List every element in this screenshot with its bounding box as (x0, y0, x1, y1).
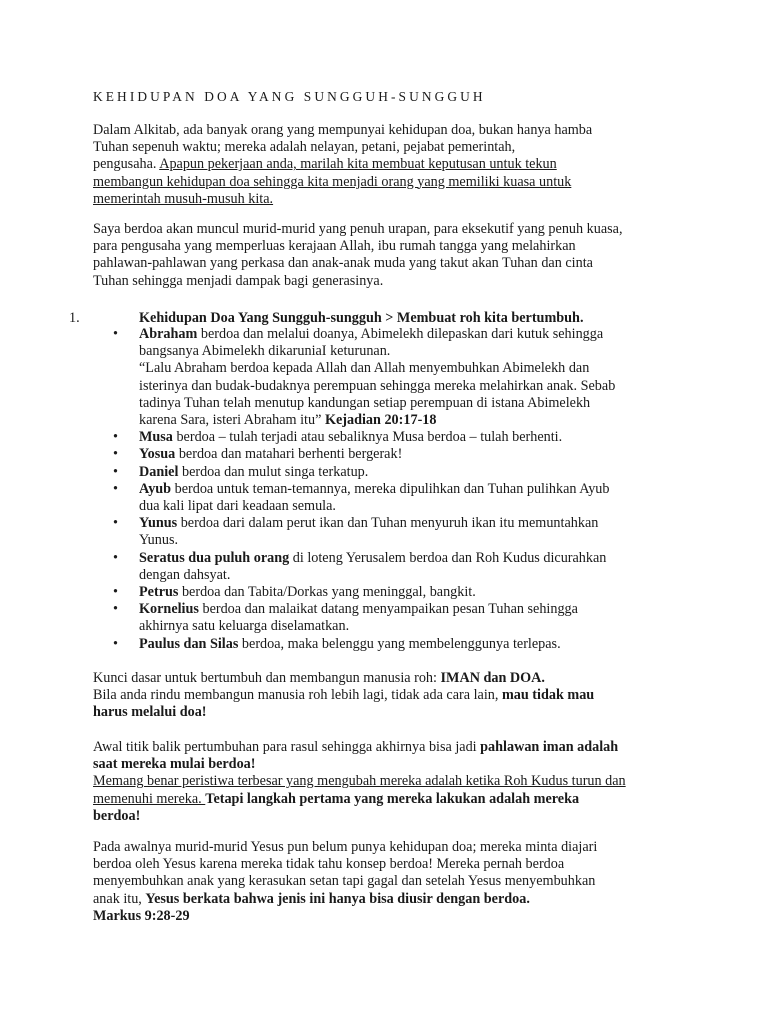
bullet-dot: • (113, 635, 118, 652)
text-span: berdoa – tulah terjadi atau sebaliknya Musa berdoa – tulah berhenti. (172, 429, 563, 446)
text-line: Pada awalnya murid-murid Yesus pun belum punya kehidupan doa; mereka minta diajari (93, 839, 598, 855)
underlined-text: membangun kehidupan doa sehingga kita menjadi orang yang memiliki kuasa untuk (93, 173, 572, 190)
text-line (93, 156, 683, 173)
section-heading: Kehidupan Doa Yang Sungguh-sungguh > Membuat roh kita bertumbuh. (139, 310, 584, 326)
bold-text: berdoa! (93, 807, 141, 824)
text-line: akhirnya satu keluarga diselamatkan. (139, 618, 350, 635)
bold-text: pahlawan iman adalah (480, 739, 619, 755)
person-name: Daniel (139, 463, 179, 480)
bullet-dot: • (113, 549, 118, 566)
underlined-text: Apapun pekerjaan anda, marilah kita membuat keputusan untuk tekun (159, 156, 557, 173)
text-span: berdoa dan melalui doanya, Abimelekh dilepaskan dari kutuk sehingga (197, 326, 604, 342)
text-span: berdoa, maka belenggu yang membelenggunya terlepas. (238, 635, 561, 652)
person-name: Seratus dua puluh orang (139, 549, 290, 566)
underlined-text: Memang benar peristiwa terbesar yang mengubah mereka adalah ketika Roh Kudus turun dan (93, 773, 626, 790)
person-name: Petrus (139, 584, 179, 601)
text-span: berdoa dari dalam perut ikan dan Tuhan menyuruh ikan itu memuntahkan (177, 515, 599, 532)
underlined-text: memenuhi mereka. (93, 790, 206, 807)
text-span: Kunci dasar untuk bertumbuh dan membangun manusia roh: (93, 670, 441, 686)
disciples-paragraph (93, 839, 683, 925)
text-span: Bila anda rindu membangun manusia roh lebih lagi, tidak ada cara lain, (93, 687, 502, 704)
intro-paragraph (93, 122, 683, 208)
text-span: pengusaha. (93, 156, 160, 173)
bullet-dot: • (113, 601, 118, 618)
person-name: Yunus (139, 515, 178, 532)
text-line: Dalam Alkitab, ada banyak orang yang mempunyai kehidupan doa, bukan hanya hamba (93, 122, 593, 138)
text-line: Yunus. (139, 532, 179, 549)
bold-text: IMAN dan DOA. (440, 670, 545, 686)
list-item (93, 636, 683, 653)
bullet-dot: • (113, 463, 118, 480)
text-line: dengan dahsyat. (139, 566, 231, 583)
text-line: Tuhan sehingga menjadi dampak bagi generasinya. (93, 272, 384, 289)
section-number: 1. (69, 310, 80, 326)
text-line: dua kali lipat dari keadaan semula. (139, 498, 336, 515)
bold-text: harus melalui doa! (93, 704, 207, 721)
text-span: berdoa dan malaikat datang menyampaikan pesan Tuhan sehingga (198, 601, 578, 618)
text-line: tadinya Tuhan telah menutup kandungan setiap perempuan di istana Abimelekh (139, 394, 591, 411)
list-item (93, 429, 683, 446)
text-span: anak itu, (93, 890, 146, 907)
text-line: isterinya dan budak-budaknya perempuan sehingga mereka melahirkan anak. Sebab (139, 377, 616, 394)
text-span: berdoa dan Tabita/Dorkas yang meninggal, bangkit. (178, 584, 476, 601)
text-line: para pengusaha yang memperluas kerajaan Allah, ibu rumah tangga yang melahirkan (93, 238, 576, 255)
text-line: menyembuhkan anak yang kerasukan setan tapi gagal dan setelah Yesus menyembuhkan (93, 873, 596, 890)
person-name: Yosua (139, 446, 176, 463)
text-line: Tuhan sepenuh waktu; mereka adalah nelayan, petani, pejabat pemerintah, (93, 139, 516, 156)
underlined-text: memerintah musuh-musuh kita. (93, 190, 274, 207)
text-line: pahlawan-pahlawan yang perkasa dan anak-anak muda yang takut akan Tuhan dan cinta (93, 255, 593, 272)
text-span: di loteng Yerusalem berdoa dan Roh Kudus dicurahkan (289, 549, 607, 566)
text-line: berdoa oleh Yesus karena mereka tidak tahu konsep berdoa! Mereka pernah berdoa (93, 856, 565, 873)
list-item (93, 515, 683, 549)
person-name: Abraham (139, 326, 198, 342)
list-item (93, 446, 683, 463)
list-item (93, 601, 683, 635)
scripture-reference: Kejadian 20:17-18 (324, 412, 437, 429)
scripture-reference: Markus 9:28-29 (93, 907, 190, 924)
person-name: Musa (139, 429, 173, 446)
list-item (93, 584, 683, 601)
bullet-dot: • (113, 584, 118, 601)
list-item (93, 326, 683, 429)
bullet-dot: • (113, 446, 118, 463)
bold-text: Tetapi langkah pertama yang mereka lakukan adalah mereka (205, 790, 580, 807)
bold-text: Yesus berkata bahwa jenis ini hanya bisa diusir dengan berdoa. (145, 890, 530, 907)
text-line: bangsanya Abimelekh dikaruniaI keturunan. (139, 343, 391, 360)
examples-list (93, 326, 683, 653)
bullet-dot: • (113, 480, 118, 497)
key-paragraph (93, 670, 683, 722)
bullet-dot: • (113, 326, 118, 342)
text-span: berdoa dan matahari berhenti bergerak! (175, 446, 403, 463)
document-title: KEHIDUPAN DOA YANG SUNGGUH-SUNGGUH (93, 89, 486, 104)
bold-text: mau tidak mau (501, 687, 595, 704)
text-line: “Lalu Abraham berdoa kepada Allah dan Allah menyembuhkan Abimelekh dan (139, 360, 590, 377)
prayer-paragraph (93, 221, 683, 290)
list-item (93, 481, 683, 515)
text-span: berdoa untuk teman-temannya, mereka dipulihkan dan Tuhan pulihkan Ayub (171, 480, 610, 497)
bold-text: saat mereka mulai berdoa! (93, 756, 256, 773)
bullet-dot: • (113, 429, 118, 446)
person-name: Paulus dan Silas (139, 635, 239, 652)
text-line: Saya berdoa akan muncul murid-murid yang penuh urapan, para eksekutif yang penuh kuasa, (93, 221, 623, 237)
list-item (93, 464, 683, 481)
apostles-paragraph (93, 739, 683, 825)
text-span: Awal titik balik pertumbuhan para rasul sehingga akhirnya bisa jadi (93, 739, 481, 755)
list-item (93, 550, 683, 584)
text-span: berdoa dan mulut singa terkatup. (178, 463, 369, 480)
person-name: Ayub (139, 480, 172, 497)
text-span: karena Sara, isteri Abraham itu” (139, 412, 325, 429)
bullet-dot: • (113, 515, 118, 532)
person-name: Kornelius (139, 601, 199, 618)
